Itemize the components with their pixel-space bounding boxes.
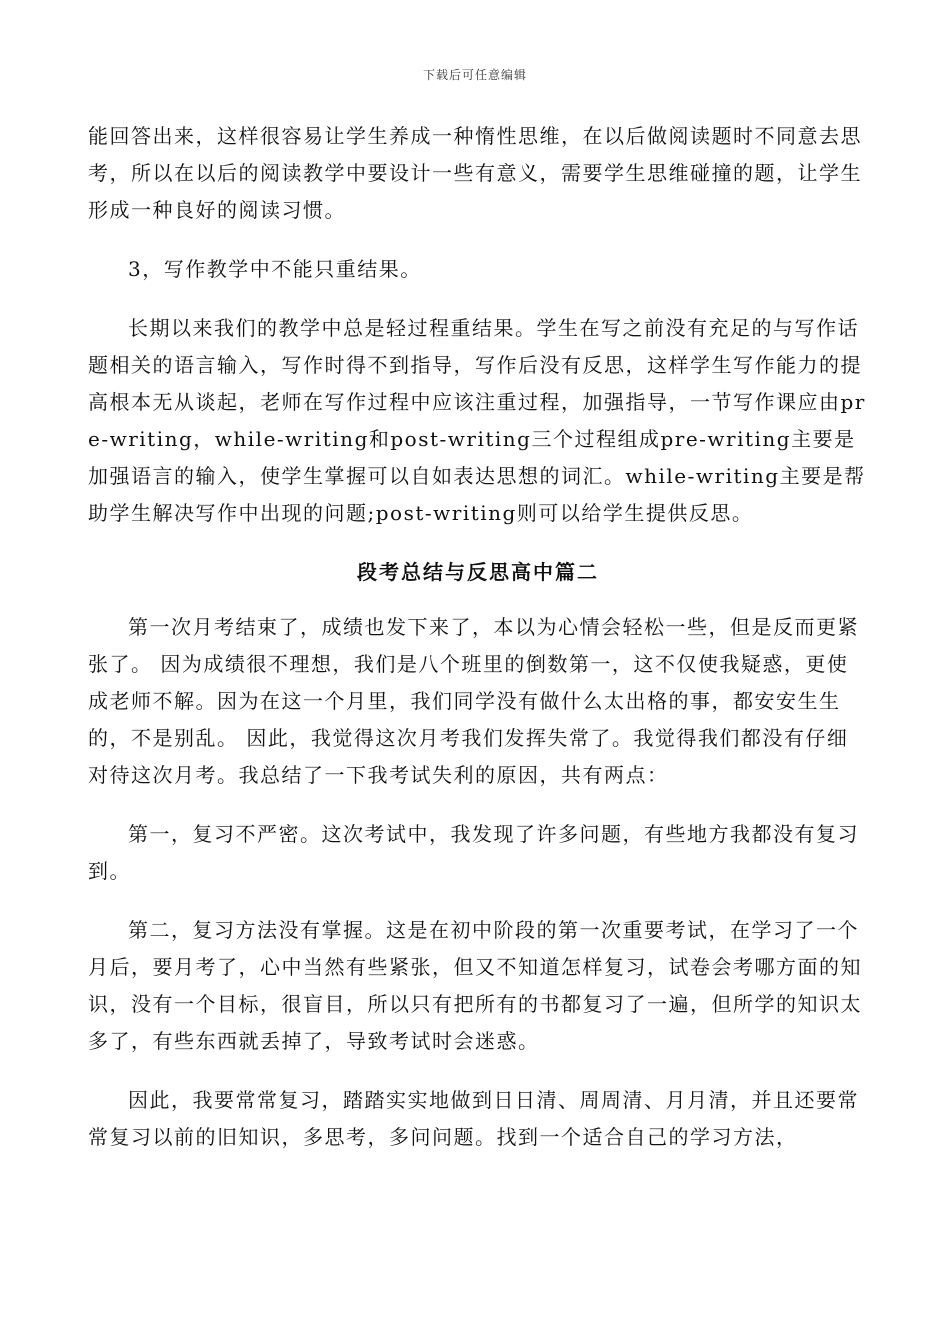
paragraph: 长期以来我们的教学中总是轻过程重结果。学生在写之前没有充足的与写作话题相关的语言输入，写作时得不到指导，写作后没有反思，这样学生写作能力的提高根本无从谈起，老师在写作过程中应该注重过程，加强指导，一节写作课应由pre-writing，while-writing和post-writing三个过程组成pre-writing主要是加强语言的输入，使学生掌握可以自如表达思想的词汇。while-writing主要是帮助学生解决写作中出现的问题;post-writing则可以给学生提供反思。 bbox=[88, 316, 866, 525]
paragraph: 3，写作教学中不能只重结果。 bbox=[128, 257, 422, 281]
paragraph: 第一次月考结束了，成绩也发下来了，本以为心情会轻松一些，但是反而更紧张了。 因为成绩很不理想，我们是八个班里的倒数第一，这不仅使我疑惑，更使成老师不解。因为在这一个月里，我们同学没有做什么太出格的事，都安安生生的，不是别乱。 因此，我觉得这次月考我们发挥失常了。我觉得我们都没有仔细对待这次月考。我总结了一下我考试失利的原因，共有两点： bbox=[88, 615, 859, 787]
paragraph: 第二，复习方法没有掌握。这是在初中阶段的第一次重要考试，在学习了一个月后，要月考了，心中当然有些紧张，但又不知道怎样复习，试卷会考哪方面的知识，没有一个目标，很盲目，所以只有把所有的书都复习了一遍，但所学的知识太多了，有些东西就丢掉了，导致考试时会迷惑。 bbox=[88, 918, 862, 1053]
paragraph: 因此，我要常常复习，踏踏实实地做到日日清、周周清、月月清，并且还要常常复习以前的旧知识，多思考，多问问题。找到一个适合自己的学习方法， bbox=[88, 1088, 859, 1149]
document-body bbox=[88, 118, 868, 1178]
paragraph: 第一，复习不严密。这次考试中，我发现了许多问题，有些地方我都没有复习到。 bbox=[88, 822, 859, 883]
paragraph: 能回答出来，这样很容易让学生养成一种惰性思维，在以后做阅读题时不同意去思考，所以在以后的阅读教学中要设计一些有意义，需要学生思维碰撞的题，让学生形成一种良好的阅读习惯。 bbox=[88, 124, 862, 222]
section-title: 段考总结与反思高中篇二 bbox=[357, 560, 599, 584]
page-header: 下载后可任意编辑 bbox=[422, 68, 527, 82]
